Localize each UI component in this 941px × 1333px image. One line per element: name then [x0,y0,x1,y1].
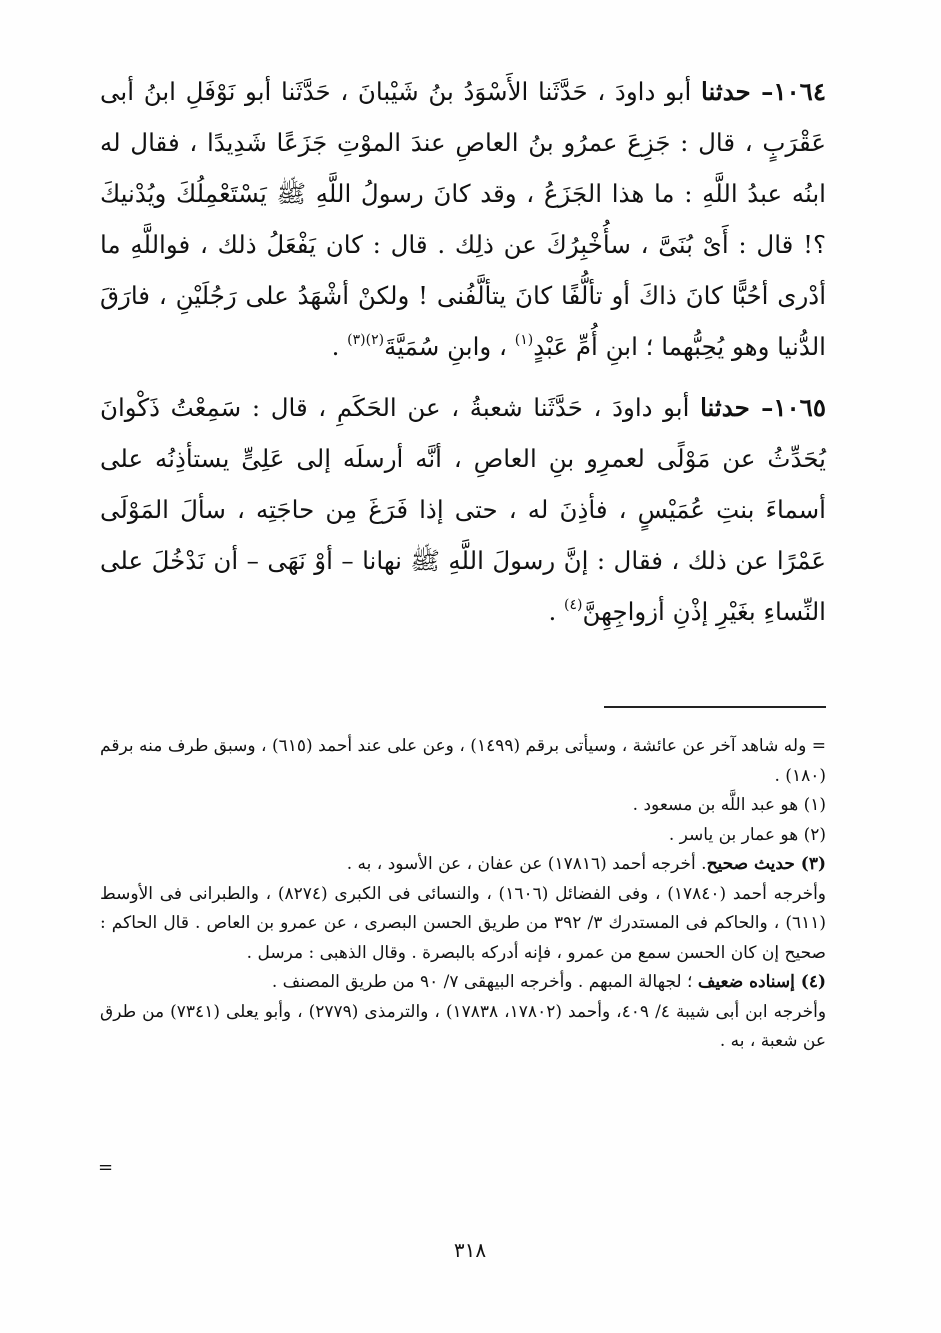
page-number: ٣١٨ [453,1238,487,1262]
hadith-1065-paragraph [100,382,826,637]
hadith-1065 [100,382,826,637]
hadith-text: . [331,332,348,361]
footnote-separator [604,706,826,708]
footnote-ref: (١) [514,332,534,348]
hadith-text: ، وابنِ سُمَيَّةَ [384,332,515,361]
footnote-4 [100,968,826,998]
hadith-text: . [548,597,565,626]
footnote-3 [100,850,826,880]
grading-label: (٣) حديث صحيح [706,854,826,874]
grading-label: (٤) إسناده ضعيف [697,972,826,992]
footnote-2: (٢) هو عمار بن ياسر . [668,824,826,845]
footnote-ref: (٤) [564,597,583,613]
hadith-lead: – حدثنا [700,393,774,422]
footnote-3-continued: وأخرجه أحمد (١٧٨٤٠) ، وفى الفضائل (١٦٠٦) ، والنسائى فى الكبرى (٨٢٧٤) ، والطبرانى فى الأوسط (٦١١) ، والحاكم فى المستدرك ٣/ ٣٩٢ من طريق الحسن البصرى ، عن عمرو بن العاص . قال الحاكم : صحيح إن كان الحسن سمع من عمرو ، فإنه أدركه بالبصرة . وقال الذهبى : مرسل . [100,883,827,963]
hadith-text: أبو داودَ ، حَدَّثَنا الأَسْوَدُ بنُ شَيْبانَ ، حَدَّثَنا أبو نَوْفَلِ ابنُ أبى عَقْرَبٍ ، قال : جَزِعَ عمرُو بنُ العاصِ عندَ الموْتِ جَزَعًا شَدِيدًا ، فقال له ابنُه عبدُ اللَّهِ : ما هذا الجَزَعُ ، وقد كانَ رسولُ اللَّهِ ﷺ يَسْتَعْمِلُكَ ويُدْنيكَ ؟! قال : أَىْ بُنَىَّ ، سأُخْبِرُكَ عن ذلِك . قال : كان يَفْعَلُ ذلك ، فواللَّهِ ما أدْرى أحُبًّا كانَ ذاكَ أو تألُّفًا كانَ يتألَّفُنى ! ولكنْ أشْهَدُ على رَجُلَيْنِ ، فارَقَ الدُّنيا وهو يُحِبُّهما ؛ ابنِ أُمِّ عَبْدٍ [100,77,826,361]
footnote-continuation: = وله شاهد آخر عن عائشة ، وسيأتى برقم (١٤٩٩) ، وعن على عند أحمد (٦١٥) ، وسبق طرف منه برقم (١٨٠) . [100,736,827,786]
footnote-text: ؛ لجهالة المبهم . وأخرجه البيهقى ٧/ ٩٠ من طريق المصنف . [271,972,698,992]
hadith-number: ١٠٦٤ [773,77,826,106]
footnotes [100,732,826,1057]
hadith-1064-paragraph [100,66,826,372]
hadith-1064 [100,66,826,372]
footnote-4-continued: وأخرجه ابن أبى شيبة ٤/ ٤٠٩، وأحمد (١٧٨٠٢، ١٧٨٣٨) ، والترمذى (٢٧٧٩) ، وأبو يعلى (٧٣٤١) من طرق عن شعبة ، به . [100,1001,827,1051]
footnote-text: . أخرجه أحمد (١٧٨١٦) عن عفان ، عن الأسود ، به . [346,854,707,874]
hadith-lead: – حدثنا [701,77,774,106]
footnote-1: (١) هو عبد اللَّه بن مسعود . [632,795,826,815]
continuation-mark: = [98,1157,114,1178]
main-text [100,66,826,647]
footnote-ref: (٢)(٣) [347,332,385,348]
hadith-text: أبو داودَ ، حَدَّثَنا شعبةُ ، عن الحَكَمِ ، قال : سَمِعْتُ ذَكْوانَ يُحَدِّثُ عن مَوْلًى لعمرِو بنِ العاصِ ، أنَّه أرسلَه إلى عَلِىٍّ يستأذِنُه على أسماءَ بنتِ عُمَيْسٍ ، فأذِنَ له ، حتى إذا فَرَغَ مِن حاجَتِه ، سألَ المَوْلَى عَمْرًا عن ذلك ، فقال : إنَّ رسولَ اللَّهِ ﷺ نهانا – أوْ نَهَى – أن نَدْخُلَ على النِّساءِ بغَيْرِ إذْنِ أزواجِهِنَّ [100,393,826,626]
hadith-number: ١٠٦٥ [773,393,826,422]
